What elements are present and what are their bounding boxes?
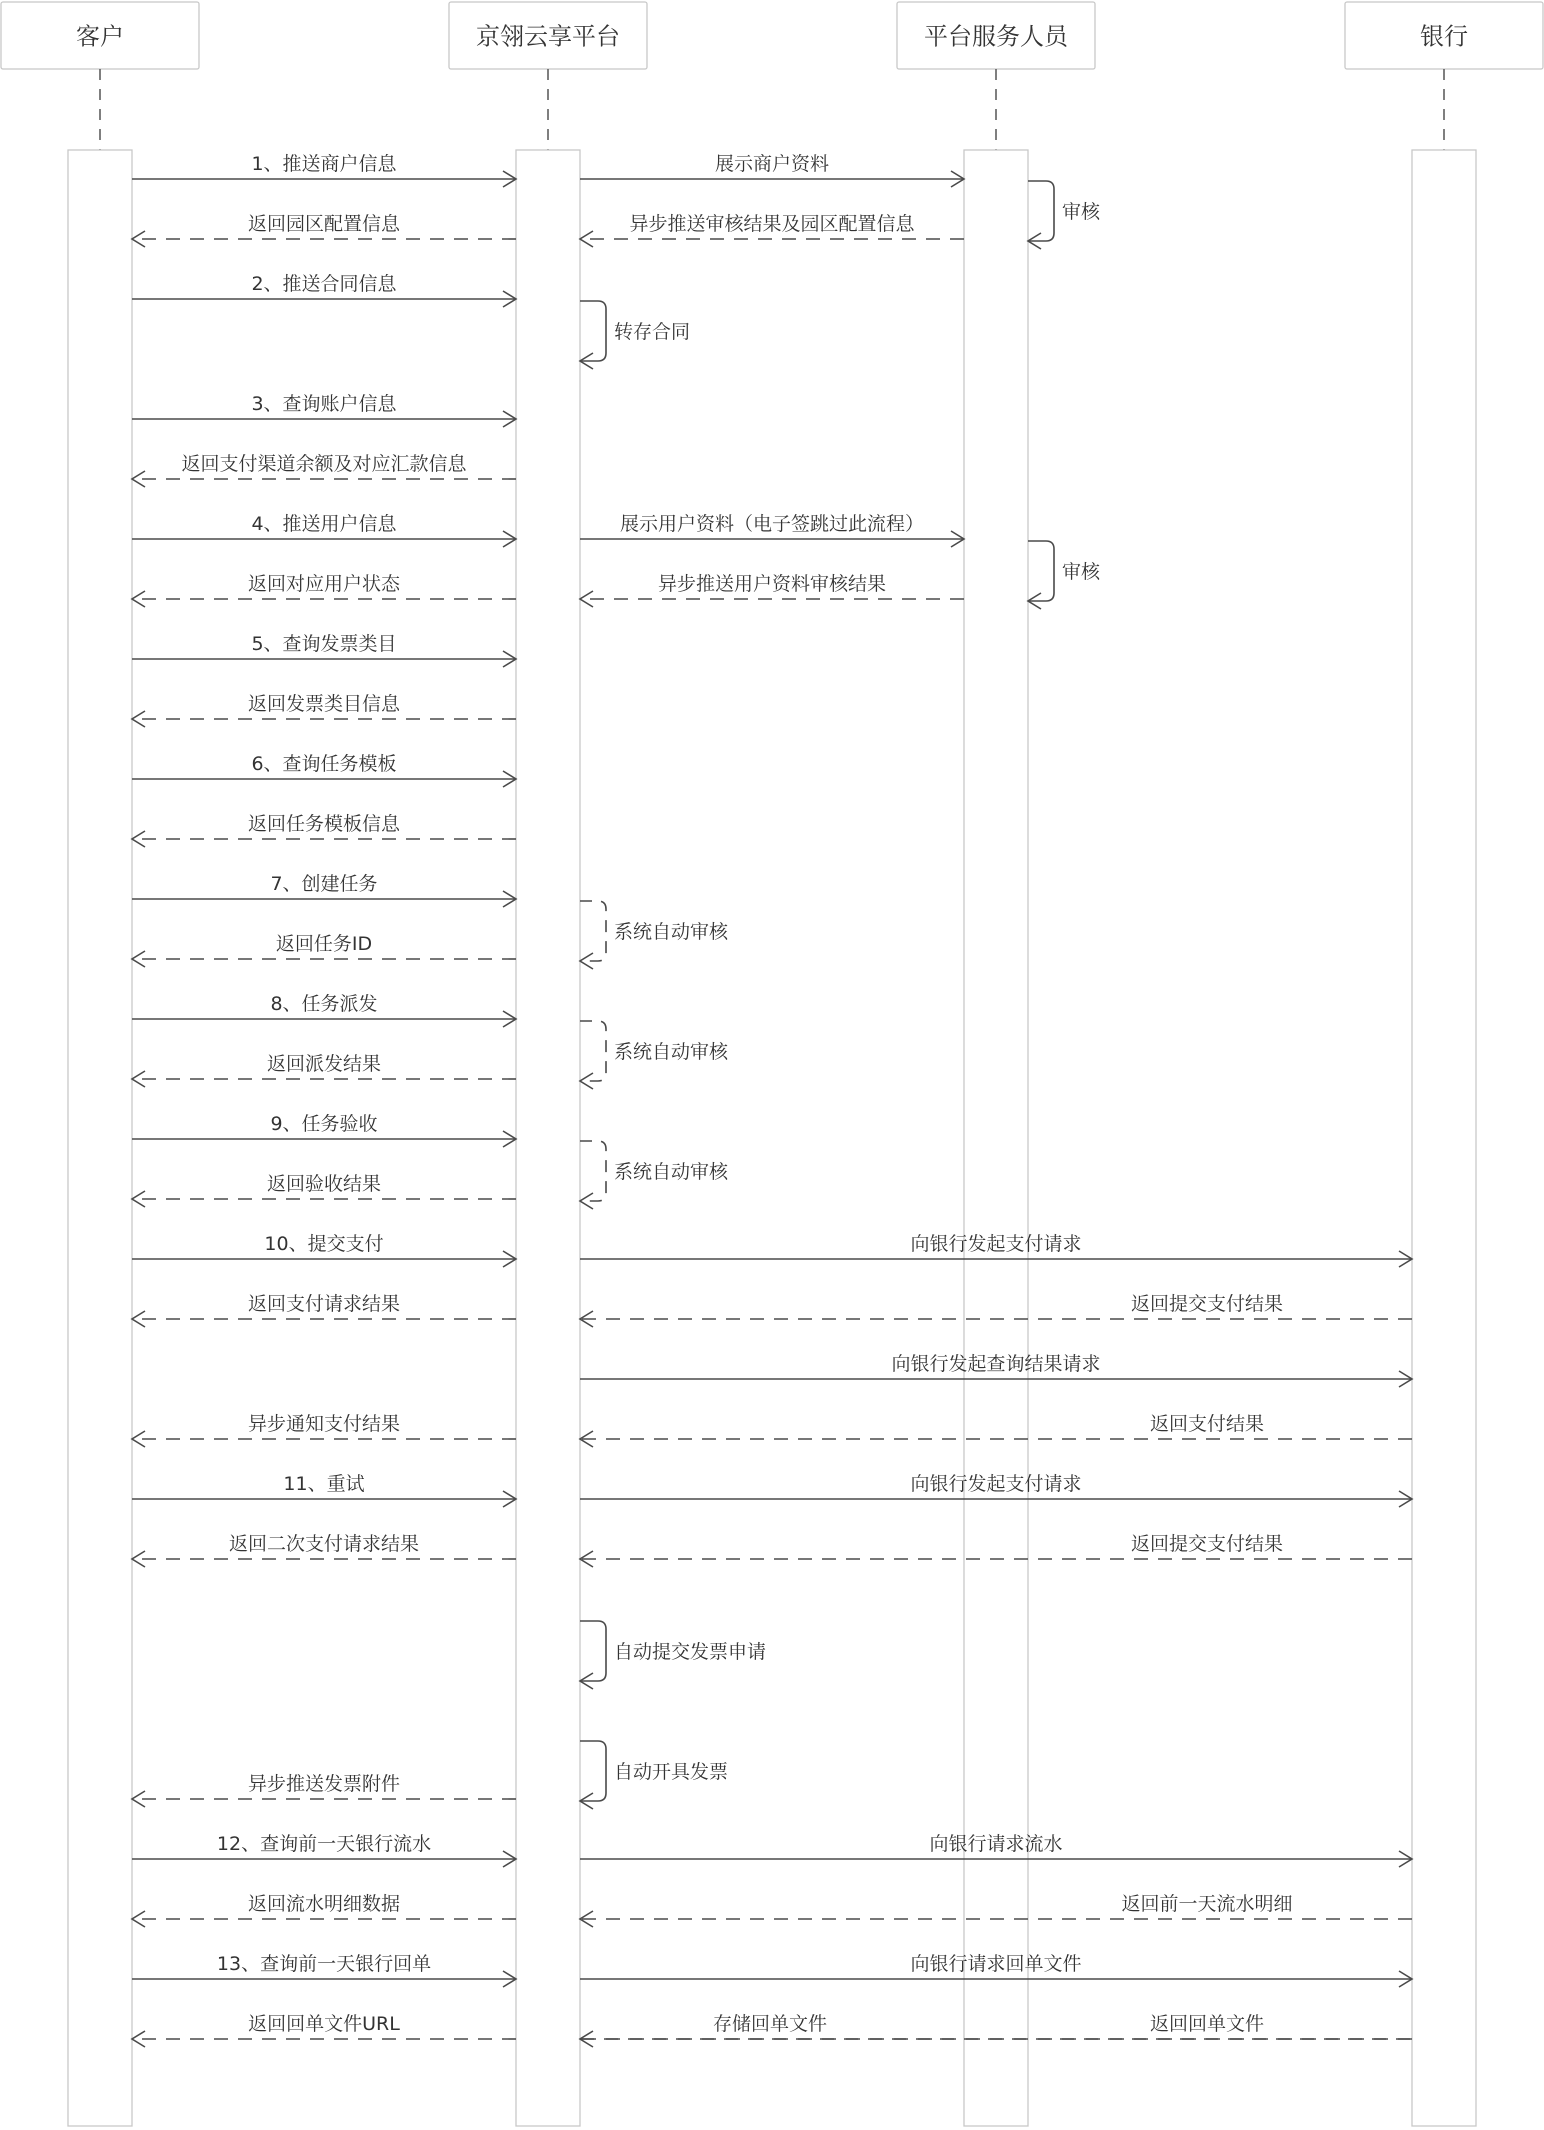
activation-bar (68, 150, 132, 2126)
message (132, 1053, 516, 1087)
self-message-line (580, 1621, 606, 1681)
self-message-line (580, 301, 606, 361)
message-label: 7、创建任务 (270, 873, 378, 895)
message (132, 1233, 516, 1267)
message-label: 9、任务验收 (270, 1113, 378, 1135)
message-label: 向银行发起查询结果请求 (891, 1353, 1101, 1375)
message-label: 存储回单文件 (712, 2013, 828, 2035)
actor-label: 京翎云享平台 (476, 22, 620, 51)
message (132, 1893, 516, 1927)
message (132, 153, 516, 187)
actor-label: 客户 (76, 22, 124, 51)
message-label: 向银行发起支付请求 (910, 1233, 1082, 1255)
message-label: 返回前一天流水明细 (1121, 1893, 1293, 1915)
message-label: 4、推送用户信息 (251, 513, 397, 535)
message (132, 1773, 516, 1807)
message-label: 返回提交支付结果 (1130, 1533, 1284, 1555)
message (132, 1413, 516, 1447)
message-label: 6、查询任务模板 (251, 753, 397, 775)
self-message (580, 1621, 766, 1689)
message-label: 返回派发结果 (266, 1053, 382, 1075)
activation-bar (516, 150, 580, 2126)
message-label: 1、推送商户信息 (251, 153, 397, 175)
message-label: 返回园区配置信息 (247, 213, 401, 235)
self-message-label: 转存合同 (614, 321, 691, 343)
self-message (580, 301, 690, 369)
self-message (1028, 541, 1101, 609)
message (132, 1293, 516, 1327)
self-message (1028, 181, 1101, 249)
message-label: 返回验收结果 (266, 1173, 382, 1195)
message-label: 8、任务派发 (270, 993, 378, 1015)
message-label: 11、重试 (283, 1473, 365, 1495)
self-message (580, 1741, 728, 1809)
self-message-line (1028, 541, 1054, 601)
message-label: 异步推送发票附件 (247, 1773, 401, 1795)
message (132, 1473, 516, 1507)
message (132, 393, 516, 427)
message (132, 1953, 516, 1987)
message-label: 向银行请求流水 (929, 1833, 1063, 1855)
actor-customer (1, 2, 199, 2126)
message-label: 返回发票类目信息 (247, 693, 401, 715)
message (132, 213, 516, 247)
self-message-label: 审核 (1062, 561, 1101, 583)
message-label: 返回支付渠道余额及对应汇款信息 (181, 453, 467, 475)
message-label: 5、查询发票类目 (251, 633, 397, 655)
actor-label: 银行 (1420, 22, 1468, 51)
self-message (580, 1141, 729, 1209)
self-message-line (580, 1021, 606, 1081)
message-label: 返回回单文件 (1149, 2013, 1265, 2035)
message (132, 813, 516, 847)
message-label: 返回支付请求结果 (247, 1293, 401, 1315)
message-label: 异步推送审核结果及园区配置信息 (629, 213, 915, 235)
message-label: 12、查询前一天银行流水 (216, 1833, 432, 1855)
message (132, 273, 516, 307)
self-message-label: 自动开具发票 (614, 1761, 729, 1783)
self-message-label: 系统自动审核 (614, 1161, 729, 1183)
message-label: 异步推送用户资料审核结果 (657, 573, 887, 595)
message (132, 2013, 516, 2047)
message-label: 返回对应用户状态 (247, 573, 401, 595)
actor-label: 平台服务人员 (924, 22, 1068, 51)
message (132, 933, 516, 967)
message (132, 1173, 516, 1207)
message (132, 993, 516, 1027)
message-label: 返回流水明细数据 (247, 1893, 401, 1915)
self-message (580, 901, 729, 969)
message-label: 返回支付结果 (1149, 1413, 1265, 1435)
message (580, 573, 964, 607)
message-label: 展示商户资料 (714, 153, 830, 175)
self-message-label: 审核 (1062, 201, 1101, 223)
self-message-label: 自动提交发票申请 (614, 1641, 767, 1663)
message (580, 513, 964, 547)
message-label: 返回二次支付请求结果 (228, 1533, 420, 1555)
activation-bar (1412, 150, 1476, 2126)
message (132, 633, 516, 667)
message (132, 753, 516, 787)
message-label: 返回回单文件URL (248, 2013, 400, 2035)
message-label: 2、推送合同信息 (251, 273, 397, 295)
message (580, 213, 964, 247)
message-label: 13、查询前一天银行回单 (216, 1953, 432, 1975)
self-message-line (580, 1141, 606, 1201)
self-message-label: 系统自动审核 (614, 1041, 729, 1063)
message (132, 873, 516, 907)
self-message-line (580, 901, 606, 961)
message (132, 1533, 516, 1567)
message-label: 异步通知支付结果 (247, 1413, 401, 1435)
message (132, 453, 516, 487)
message-label: 返回任务模板信息 (247, 813, 401, 835)
message-label: 向银行发起支付请求 (910, 1473, 1082, 1495)
message (132, 1833, 516, 1867)
activation-bar (964, 150, 1028, 2126)
message (132, 693, 516, 727)
message (580, 153, 964, 187)
self-message-label: 系统自动审核 (614, 921, 729, 943)
message-label: 10、提交支付 (264, 1233, 384, 1255)
message-label: 返回提交支付结果 (1130, 1293, 1284, 1315)
message (132, 513, 516, 547)
message (132, 1113, 516, 1147)
message-label: 展示用户资料（电子签跳过此流程） (619, 513, 925, 535)
message-label: 向银行请求回单文件 (910, 1953, 1082, 1975)
message-label: 3、查询账户信息 (251, 393, 397, 415)
actor-staff (897, 2, 1095, 2126)
self-message (580, 1021, 729, 1089)
self-message-line (1028, 181, 1054, 241)
message (132, 573, 516, 607)
message-label: 返回任务ID (275, 933, 373, 955)
self-message-line (580, 1741, 606, 1801)
actor-bank (1345, 2, 1543, 2126)
